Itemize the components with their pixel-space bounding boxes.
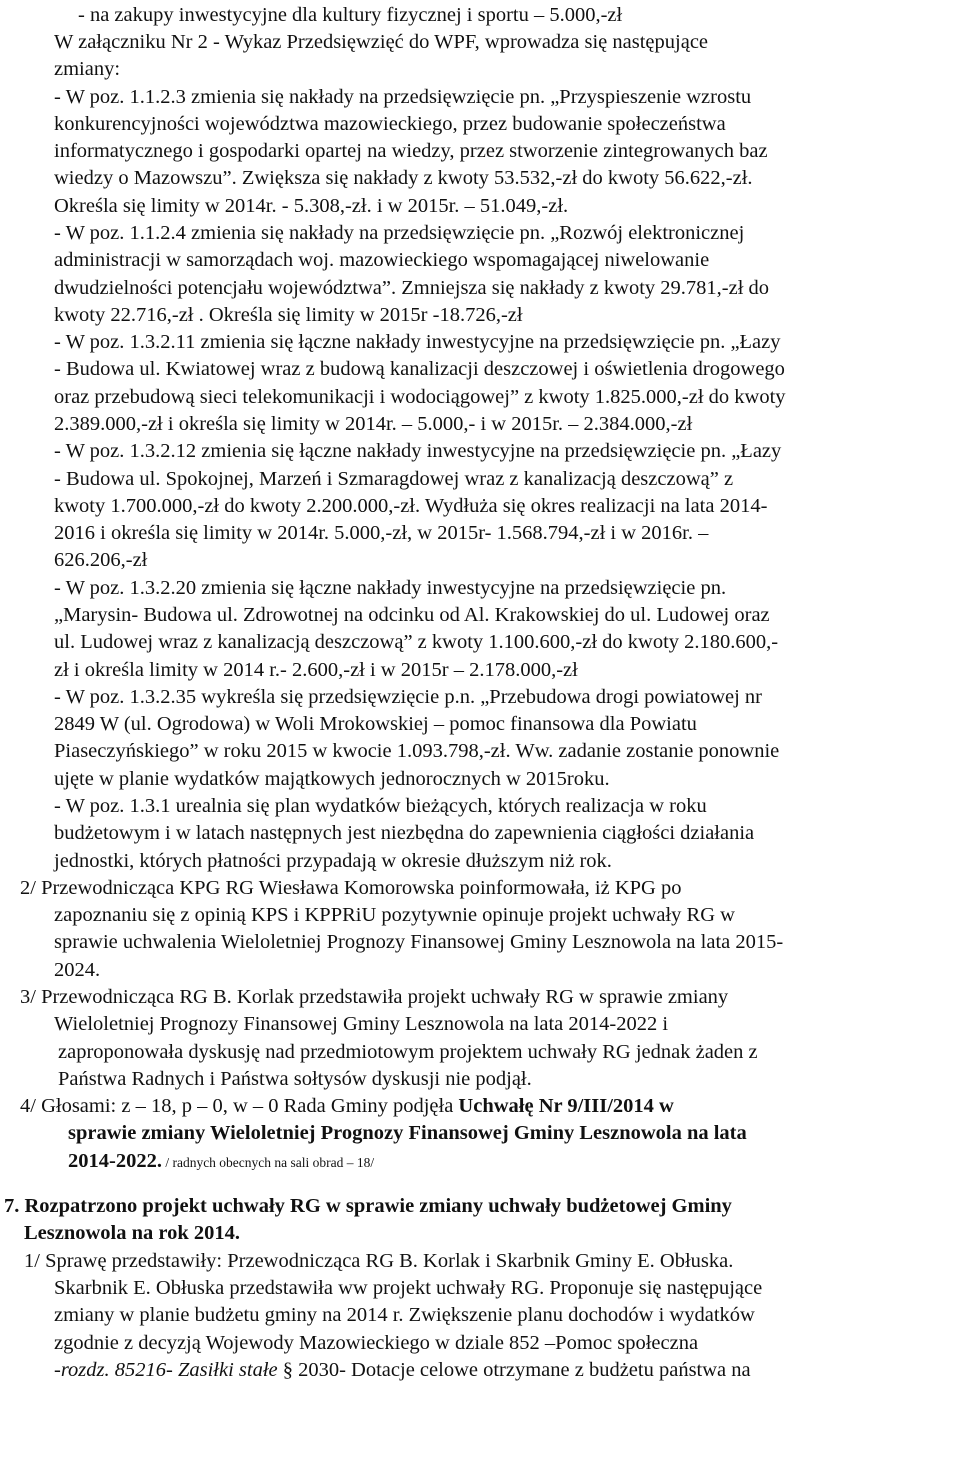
text-line: - W poz. 1.3.2.20 zmienia się łączne nakłady inwestycyjne na przedsięwzięcie pn. [54,577,727,599]
vote-line [20,1093,674,1119]
text-line: - W poz. 1.3.2.35 wykreśla się przedsięwzięcie p.n. „Przebudowa drogi powiatowej nr [54,686,762,708]
resolution-title-cont: sprawie zmiany Wieloletniej Prognozy Finansowej Gminy Lesznowola na lata [68,1122,747,1144]
text-line: Piaseczyńskiego” w roku 2015 w kwocie 1.093.798,-zł. Ww. zadanie zostanie ponownie [54,740,780,762]
text-line: - Budowa ul. Kwiatowej wraz z budową kanalizacji deszczowej i oświetlenia drogowego [54,358,785,380]
text-line: administracji w samorządach woj. mazowieckiego wspomagającej niwelowanie [54,249,710,271]
text-line: Wieloletniej Prognozy Finansowej Gminy Lesznowola na lata 2014-2022 i [54,1013,669,1035]
vote-line-end [68,1148,374,1174]
text-line: 3/ Przewodnicząca RG B. Korlak przedstawiła projekt uchwały RG w sprawie zmiany [20,986,729,1008]
text-line: zmiany w planie budżetu gminy na 2014 r. Zwiększenie planu dochodów i wydatków [54,1304,755,1326]
text-line: sprawie uchwalenia Wieloletniej Prognozy Finansowej Gminy Lesznowola na lata 2015- [54,931,784,953]
vote-line-text: 4/ Głosami: z – 18, p – 0, w – 0 Rada Gminy podjęła [20,1095,459,1117]
section-heading: 7. Rozpatrzono projekt uchwały RG w sprawie zmiany uchwały budżetowej Gminy [4,1195,732,1217]
text-line: zł i określa limity w 2014 r.- 2.600,-zł i w 2015r – 2.178.000,-zł [54,659,578,681]
text-line: Państwa Radnych i Państwa sołtysów dyskusji nie podjął. [58,1068,532,1090]
text-line: zaproponowała dyskusję nad przedmiotowym projektem uchwały RG jednak żaden z [58,1041,758,1063]
text-line: konkurencyjności województwa mazowieckiego, przez budowanie społeczeństwa [54,113,726,135]
section-heading-cont: Lesznowola na rok 2014. [24,1222,241,1244]
text-line: zapoznaniu się z opinią KPS i KPPRiU pozytywnie opinuje projekt uchwały RG w [54,904,735,926]
text-line: kwoty 22.716,-zł . Określa się limity w 2015r -18.726,-zł [54,304,523,326]
text-line: oraz przebudową sieci telekomunikacji i wodociągowej” z kwoty 1.825.000,-zł do kwoty [54,386,786,408]
text-line: informatycznego i gospodarki opartej na wiedzy, przez stworzenie zintegrowanych baz [54,140,768,162]
attendance-note: / radnych obecnych na sali obrad – 18/ [161,1155,375,1170]
text-line: Skarbnik E. Obłuska przedstawiła ww projekt uchwały RG. Proponuje się następujące [54,1277,763,1299]
text-line: zmiany: [54,58,121,80]
text-line: zgodnie z decyzją Wojewody Mazowieckiego w dziale 852 –Pomoc społeczna [54,1332,699,1354]
resolution-years: 2014-2022. [68,1150,162,1172]
text-line-last [54,1357,751,1383]
text-line: 626.206,-zł [54,549,148,571]
text-line: - na zakupy inwestycyjne dla kultury fizycznej i sportu – 5.000,-zł [78,4,623,26]
subsection-ref: -rozdz. 85216- Zasiłki stałe [54,1359,278,1381]
text-line: dwudzielności potencjału województwa”. Zmniejsza się nakłady z kwoty 29.781,-zł do [54,277,770,299]
text-line: 2/ Przewodnicząca KPG RG Wiesława Komorowska poinformowała, iż KPG po [20,877,682,899]
text-line: budżetowym i w latach następnych jest niezbędna do zapewnienia ciągłości działania [54,822,755,844]
text-line: kwoty 1.700.000,-zł do kwoty 2.200.000,-zł. Wydłuża się okres realizacji na lata 2014- [54,495,768,517]
text-line: W załączniku Nr 2 - Wykaz Przedsięwzięć do WPF, wprowadza się następujące [54,31,709,53]
text-line: 2.389.000,-zł i określa się limity w 2014r. – 5.000,- i w 2015r. – 2.384.000,-zł [54,413,693,435]
resolution-title: Uchwałę Nr 9/III/2014 w [458,1095,674,1117]
text-line: - W poz. 1.3.2.11 zmienia się łączne nakłady inwestycyjne na przedsięwzięcie pn. „Łazy [54,331,781,353]
text-line: „Marysin- Budowa ul. Zdrowotnej na odcinku od Al. Krakowskiej do ul. Ludowej oraz [54,604,770,626]
text-line: 2849 W (ul. Ogrodowa) w Woli Mrokowskiej – pomoc finansowa dla Powiatu [54,713,697,735]
text-line: ul. Ludowej wraz z kanalizacją deszczową” z kwoty 1.100.600,-zł do kwoty 2.180.600,- [54,631,779,653]
text-line: jednostki, których płatności przypadają w okresie dłuższym niż rok. [54,850,612,872]
text-line: 2024. [54,959,101,981]
text-line: wiedzy o Mazowszu”. Zwiększa się nakłady z kwoty 53.532,-zł do kwoty 56.622,-zł. [54,167,753,189]
text-line: ujęte w planie wydatków majątkowych jednorocznych w 2015roku. [54,768,610,790]
text-line: - W poz. 1.3.1 urealnia się plan wydatków bieżących, których realizacja w roku [54,795,707,817]
text-line: - W poz. 1.3.2.12 zmienia się łączne nakłady inwestycyjne na przedsięwzięcie pn. „Łazy [54,440,782,462]
text-line: 2016 i określa się limity w 2014r. 5.000,-zł, w 2015r- 1.568.794,-zł i w 2016r. – [54,522,709,544]
text-line: - Budowa ul. Spokojnej, Marzeń i Szmaragdowej wraz z kanalizacją deszczową” z [54,468,734,490]
paragraph-ref: § 2030- Dotacje celowe otrzymane z budżetu państwa na [277,1359,751,1381]
text-line: - W poz. 1.1.2.4 zmienia się nakłady na przedsięwzięcie pn. „Rozwój elektronicznej [54,222,745,244]
text-line: 1/ Sprawę przedstawiły: Przewodnicząca RG B. Korlak i Skarbnik Gminy E. Obłuska. [24,1250,734,1272]
text-line: - W poz. 1.1.2.3 zmienia się nakłady na przedsięwzięcie pn. „Przyspieszenie wzrostu [54,86,752,108]
text-line: Określa się limity w 2014r. - 5.308,-zł. i w 2015r. – 51.049,-zł. [54,195,569,217]
